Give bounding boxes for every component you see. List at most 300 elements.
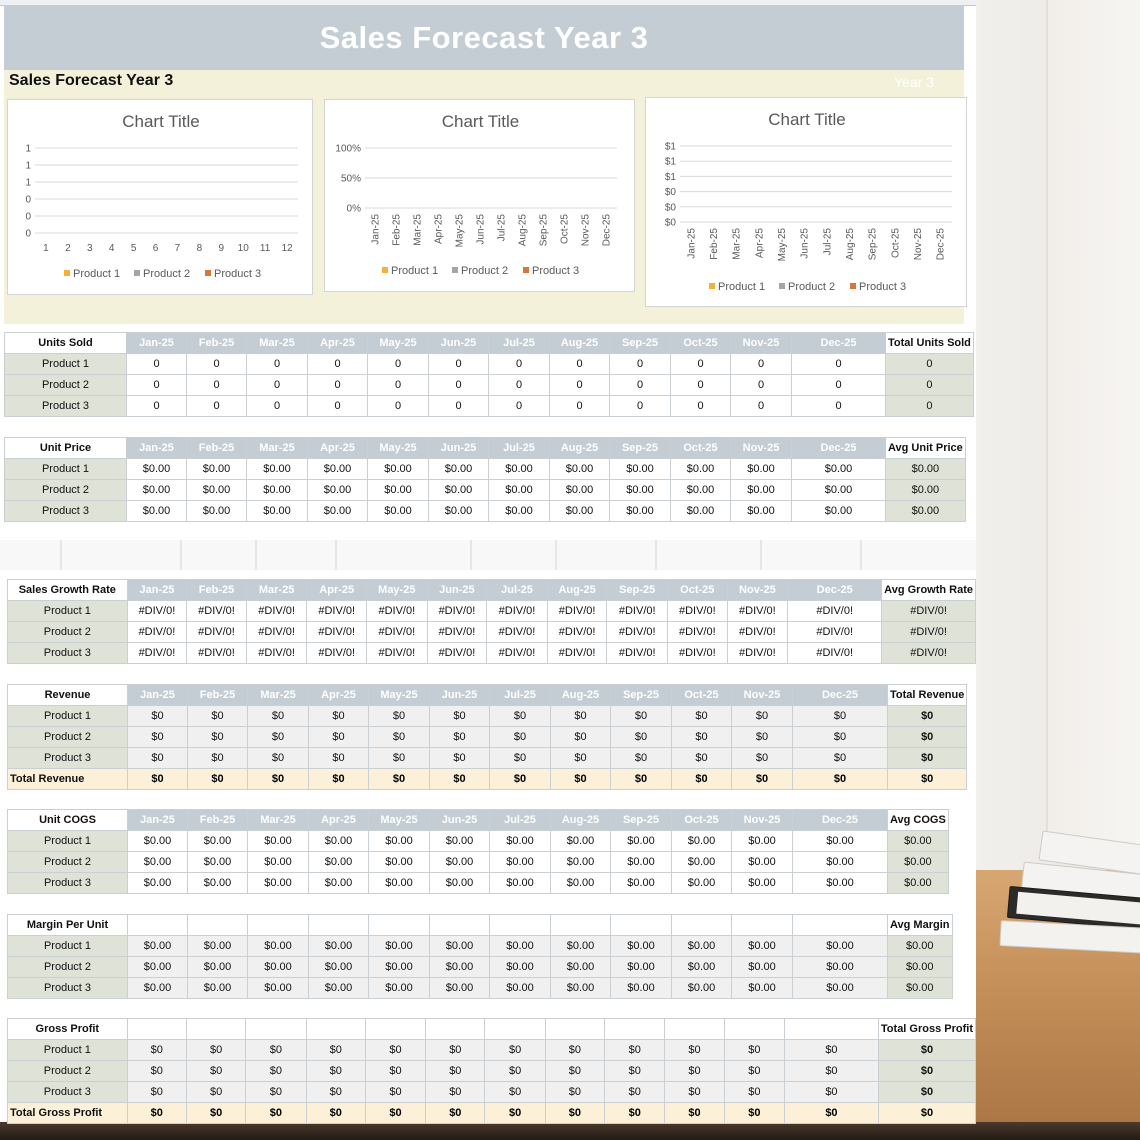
cell[interactable]: 0: [792, 375, 886, 396]
cell[interactable]: $0.00: [551, 936, 611, 957]
cell[interactable]: $0: [724, 1061, 784, 1082]
cell[interactable]: 0: [308, 375, 368, 396]
cell[interactable]: $0.00: [793, 957, 888, 978]
units-chart[interactable]: [7, 99, 313, 295]
total-row-cell[interactable]: $0: [485, 1103, 545, 1124]
cell[interactable]: $0: [306, 1040, 365, 1061]
revenue-chart[interactable]: [645, 97, 967, 307]
cell[interactable]: $0.00: [430, 936, 490, 957]
cell[interactable]: $0.00: [611, 978, 672, 999]
cell[interactable]: $0.00: [308, 459, 368, 480]
total-cell[interactable]: $0.00: [888, 978, 953, 999]
cell[interactable]: 0: [671, 354, 731, 375]
cell[interactable]: $0: [188, 727, 248, 748]
total-row-cell[interactable]: $0: [309, 769, 369, 790]
cell[interactable]: #DIV/0!: [127, 601, 187, 622]
total-row-cell[interactable]: $0: [545, 1103, 604, 1124]
cell[interactable]: $0.00: [671, 459, 731, 480]
total-row-cell[interactable]: $0: [430, 769, 490, 790]
cell[interactable]: $0.00: [671, 480, 731, 501]
cell[interactable]: $0.00: [551, 852, 611, 873]
cell[interactable]: $0.00: [490, 873, 551, 894]
cell[interactable]: #DIV/0!: [668, 601, 728, 622]
cell[interactable]: $0: [672, 706, 732, 727]
cell[interactable]: $0.00: [430, 873, 490, 894]
cell[interactable]: $0.00: [551, 831, 611, 852]
cell[interactable]: $0.00: [611, 957, 672, 978]
cell[interactable]: $0: [545, 1061, 604, 1082]
cell[interactable]: $0.00: [611, 936, 672, 957]
cell[interactable]: $0.00: [187, 501, 247, 522]
cell[interactable]: $0: [490, 706, 551, 727]
cell[interactable]: 0: [731, 354, 792, 375]
cell[interactable]: $0: [793, 727, 888, 748]
cell[interactable]: $0.00: [188, 831, 248, 852]
cell[interactable]: 0: [308, 354, 368, 375]
cell[interactable]: $0: [605, 1082, 665, 1103]
cell[interactable]: #DIV/0!: [788, 643, 882, 664]
cell[interactable]: $0.00: [550, 459, 610, 480]
cell[interactable]: $0.00: [368, 459, 429, 480]
cell[interactable]: $0.00: [369, 957, 430, 978]
cell[interactable]: $0.00: [611, 852, 672, 873]
cell[interactable]: $0.00: [248, 978, 309, 999]
cell[interactable]: $0.00: [792, 459, 886, 480]
grand-total-cell[interactable]: $0: [878, 1103, 975, 1124]
cell[interactable]: 0: [489, 396, 550, 417]
cell[interactable]: $0.00: [732, 957, 793, 978]
cell[interactable]: 0: [127, 396, 187, 417]
cell[interactable]: $0.00: [610, 501, 671, 522]
cell[interactable]: $0: [365, 1061, 425, 1082]
total-row-cell[interactable]: $0: [306, 1103, 365, 1124]
cell[interactable]: $0.00: [489, 459, 550, 480]
total-row-cell[interactable]: $0: [426, 1103, 485, 1124]
cell[interactable]: #DIV/0!: [427, 622, 487, 643]
cell[interactable]: 0: [792, 354, 886, 375]
cell[interactable]: $0.00: [128, 873, 188, 894]
cell[interactable]: #DIV/0!: [668, 622, 728, 643]
cell[interactable]: $0.00: [369, 852, 430, 873]
cell[interactable]: $0: [186, 1061, 245, 1082]
cell[interactable]: $0.00: [793, 852, 888, 873]
cell[interactable]: $0.00: [309, 978, 369, 999]
total-row-cell[interactable]: $0: [490, 769, 551, 790]
cell[interactable]: $0.00: [490, 957, 551, 978]
total-row-cell[interactable]: $0: [188, 769, 248, 790]
cell[interactable]: #DIV/0!: [127, 643, 187, 664]
cell[interactable]: 0: [127, 375, 187, 396]
cell[interactable]: $0.00: [490, 831, 551, 852]
cell[interactable]: $0: [127, 1061, 186, 1082]
cell[interactable]: 0: [368, 354, 429, 375]
total-cell[interactable]: $0: [878, 1061, 975, 1082]
total-cell[interactable]: $0.00: [886, 459, 966, 480]
cell[interactable]: $0: [732, 748, 793, 769]
total-row-cell[interactable]: $0: [551, 769, 611, 790]
cell[interactable]: #DIV/0!: [607, 601, 668, 622]
total-cell[interactable]: #DIV/0!: [882, 622, 976, 643]
total-row-cell[interactable]: $0: [369, 769, 430, 790]
cell[interactable]: $0.00: [793, 936, 888, 957]
total-row-cell[interactable]: $0: [128, 769, 188, 790]
cell[interactable]: $0.00: [188, 957, 248, 978]
cell[interactable]: 0: [671, 396, 731, 417]
cell[interactable]: 0: [308, 396, 368, 417]
cell[interactable]: $0.00: [792, 480, 886, 501]
cell[interactable]: #DIV/0!: [668, 643, 728, 664]
cell[interactable]: $0.00: [429, 480, 489, 501]
cell[interactable]: #DIV/0!: [547, 601, 607, 622]
cell[interactable]: $0: [611, 727, 672, 748]
cell[interactable]: $0.00: [430, 978, 490, 999]
total-row-cell[interactable]: $0: [605, 1103, 665, 1124]
total-row-cell[interactable]: $0: [665, 1103, 724, 1124]
total-cell[interactable]: 0: [886, 375, 974, 396]
total-cell[interactable]: $0: [878, 1040, 975, 1061]
cell[interactable]: $0.00: [308, 501, 368, 522]
cell[interactable]: $0.00: [248, 957, 309, 978]
cell[interactable]: $0: [784, 1061, 878, 1082]
cell[interactable]: $0.00: [793, 831, 888, 852]
total-cell[interactable]: 0: [886, 396, 974, 417]
cell[interactable]: $0.00: [672, 978, 732, 999]
cell[interactable]: $0.00: [369, 831, 430, 852]
cell[interactable]: $0.00: [248, 831, 309, 852]
total-cell[interactable]: #DIV/0!: [882, 601, 976, 622]
cell[interactable]: #DIV/0!: [307, 622, 367, 643]
cell[interactable]: $0.00: [490, 936, 551, 957]
cell[interactable]: $0: [365, 1082, 425, 1103]
cell[interactable]: $0.00: [309, 957, 369, 978]
total-cell[interactable]: $0: [878, 1082, 975, 1103]
cell[interactable]: 0: [429, 354, 489, 375]
cell[interactable]: $0.00: [429, 501, 489, 522]
cell[interactable]: $0.00: [550, 480, 610, 501]
total-cell[interactable]: $0: [888, 727, 967, 748]
cell[interactable]: $0.00: [368, 501, 429, 522]
total-cell[interactable]: $0.00: [888, 936, 953, 957]
cell[interactable]: #DIV/0!: [607, 643, 668, 664]
cell[interactable]: $0: [485, 1082, 545, 1103]
cell[interactable]: $0.00: [610, 480, 671, 501]
cell[interactable]: $0.00: [732, 873, 793, 894]
total-cell[interactable]: #DIV/0!: [882, 643, 976, 664]
cell[interactable]: #DIV/0!: [727, 601, 788, 622]
cell[interactable]: $0: [732, 706, 793, 727]
cell[interactable]: #DIV/0!: [607, 622, 668, 643]
cell[interactable]: #DIV/0!: [187, 622, 247, 643]
cell[interactable]: 0: [550, 375, 610, 396]
cell[interactable]: $0: [369, 727, 430, 748]
cell[interactable]: $0.00: [188, 852, 248, 873]
cell[interactable]: $0: [246, 1040, 306, 1061]
cell[interactable]: $0: [545, 1040, 604, 1061]
cell[interactable]: $0: [485, 1061, 545, 1082]
total-row-cell[interactable]: $0: [186, 1103, 245, 1124]
cell[interactable]: #DIV/0!: [788, 622, 882, 643]
cell[interactable]: $0.00: [128, 957, 188, 978]
cell[interactable]: 0: [429, 375, 489, 396]
cell[interactable]: $0: [188, 748, 248, 769]
cell[interactable]: $0: [672, 748, 732, 769]
cell[interactable]: $0: [784, 1082, 878, 1103]
cell[interactable]: $0.00: [672, 852, 732, 873]
cell[interactable]: #DIV/0!: [246, 601, 307, 622]
cell[interactable]: $0.00: [610, 459, 671, 480]
cell[interactable]: #DIV/0!: [788, 601, 882, 622]
cell[interactable]: 0: [187, 354, 247, 375]
cell[interactable]: 0: [127, 354, 187, 375]
cell[interactable]: $0: [551, 706, 611, 727]
cell[interactable]: $0.00: [248, 873, 309, 894]
cell[interactable]: #DIV/0!: [727, 622, 788, 643]
cell[interactable]: 0: [550, 396, 610, 417]
cell[interactable]: $0: [426, 1040, 485, 1061]
cell[interactable]: $0.00: [247, 480, 308, 501]
cell[interactable]: #DIV/0!: [246, 643, 307, 664]
cell[interactable]: $0.00: [671, 501, 731, 522]
cell[interactable]: $0: [248, 727, 309, 748]
cell[interactable]: $0.00: [128, 831, 188, 852]
cell[interactable]: 0: [610, 375, 671, 396]
cell[interactable]: $0: [248, 748, 309, 769]
cell[interactable]: $0: [605, 1061, 665, 1082]
cell[interactable]: $0: [784, 1040, 878, 1061]
cell[interactable]: 0: [429, 396, 489, 417]
total-cell[interactable]: $0.00: [888, 873, 949, 894]
cell[interactable]: $0: [127, 1040, 186, 1061]
cell[interactable]: $0.00: [368, 480, 429, 501]
cell[interactable]: $0.00: [793, 873, 888, 894]
cell[interactable]: $0.00: [611, 873, 672, 894]
cell[interactable]: $0.00: [792, 501, 886, 522]
cell[interactable]: #DIV/0!: [367, 622, 428, 643]
cell[interactable]: $0: [724, 1040, 784, 1061]
total-row-cell[interactable]: $0: [365, 1103, 425, 1124]
cell[interactable]: #DIV/0!: [427, 643, 487, 664]
cell[interactable]: $0: [186, 1082, 245, 1103]
cell[interactable]: 0: [610, 396, 671, 417]
total-cell[interactable]: $0.00: [888, 957, 953, 978]
cell[interactable]: #DIV/0!: [487, 643, 548, 664]
cell[interactable]: $0.00: [672, 936, 732, 957]
cell[interactable]: $0.00: [309, 873, 369, 894]
cell[interactable]: $0.00: [551, 978, 611, 999]
cell[interactable]: $0.00: [309, 936, 369, 957]
cell[interactable]: $0.00: [187, 480, 247, 501]
cell[interactable]: $0: [605, 1040, 665, 1061]
cell[interactable]: $0: [186, 1040, 245, 1061]
cell[interactable]: $0: [128, 748, 188, 769]
cell[interactable]: $0: [430, 706, 490, 727]
total-cell[interactable]: 0: [886, 354, 974, 375]
cell[interactable]: $0.00: [309, 852, 369, 873]
cell[interactable]: $0: [793, 706, 888, 727]
total-cell[interactable]: $0: [888, 706, 967, 727]
cell[interactable]: $0.00: [672, 957, 732, 978]
cell[interactable]: $0: [724, 1082, 784, 1103]
cell[interactable]: 0: [368, 375, 429, 396]
cell[interactable]: $0: [128, 727, 188, 748]
cell[interactable]: #DIV/0!: [427, 601, 487, 622]
cell[interactable]: $0: [369, 748, 430, 769]
total-row-cell[interactable]: $0: [793, 769, 888, 790]
cell[interactable]: $0: [551, 748, 611, 769]
cell[interactable]: 0: [792, 396, 886, 417]
cell[interactable]: $0: [127, 1082, 186, 1103]
cell[interactable]: $0.00: [731, 459, 792, 480]
cell[interactable]: $0.00: [490, 978, 551, 999]
cell[interactable]: 0: [489, 354, 550, 375]
cell[interactable]: 0: [731, 375, 792, 396]
total-row-cell[interactable]: $0: [724, 1103, 784, 1124]
cell[interactable]: $0: [365, 1040, 425, 1061]
cell[interactable]: #DIV/0!: [187, 643, 247, 664]
cell[interactable]: $0: [309, 748, 369, 769]
cell[interactable]: $0: [426, 1082, 485, 1103]
total-row-cell[interactable]: $0: [784, 1103, 878, 1124]
total-row-cell[interactable]: $0: [672, 769, 732, 790]
cell[interactable]: $0.00: [128, 852, 188, 873]
cell[interactable]: $0.00: [187, 459, 247, 480]
cell[interactable]: $0.00: [732, 936, 793, 957]
cell[interactable]: $0: [665, 1082, 724, 1103]
cell[interactable]: $0: [369, 706, 430, 727]
cell[interactable]: $0.00: [127, 459, 187, 480]
cell[interactable]: $0: [246, 1061, 306, 1082]
cell[interactable]: $0: [430, 748, 490, 769]
cell[interactable]: $0.00: [551, 873, 611, 894]
cell[interactable]: #DIV/0!: [246, 622, 307, 643]
cell[interactable]: 0: [247, 354, 308, 375]
cell[interactable]: $0.00: [248, 852, 309, 873]
cell[interactable]: $0: [188, 706, 248, 727]
total-row-cell[interactable]: $0: [611, 769, 672, 790]
cell[interactable]: $0.00: [369, 936, 430, 957]
cell[interactable]: #DIV/0!: [307, 643, 367, 664]
cell[interactable]: $0.00: [731, 480, 792, 501]
cell[interactable]: $0.00: [127, 501, 187, 522]
cell[interactable]: 0: [671, 375, 731, 396]
cell[interactable]: $0.00: [247, 459, 308, 480]
cell[interactable]: $0.00: [672, 873, 732, 894]
cell[interactable]: $0: [672, 727, 732, 748]
cell[interactable]: $0.00: [128, 936, 188, 957]
cell[interactable]: $0: [665, 1061, 724, 1082]
total-row-cell[interactable]: $0: [127, 1103, 186, 1124]
cell[interactable]: $0.00: [550, 501, 610, 522]
cell[interactable]: 0: [731, 396, 792, 417]
total-cell[interactable]: $0.00: [888, 852, 949, 873]
cell[interactable]: $0: [246, 1082, 306, 1103]
total-cell[interactable]: $0.00: [888, 831, 949, 852]
cell[interactable]: $0.00: [489, 480, 550, 501]
cell[interactable]: $0.00: [369, 873, 430, 894]
cell[interactable]: $0.00: [128, 978, 188, 999]
cell[interactable]: #DIV/0!: [187, 601, 247, 622]
cell[interactable]: $0.00: [430, 852, 490, 873]
cell[interactable]: 0: [550, 354, 610, 375]
cell[interactable]: $0: [545, 1082, 604, 1103]
cell[interactable]: $0: [309, 706, 369, 727]
cell[interactable]: $0: [248, 706, 309, 727]
cell[interactable]: $0.00: [793, 978, 888, 999]
cell[interactable]: $0.00: [429, 459, 489, 480]
cell[interactable]: $0: [611, 706, 672, 727]
cell[interactable]: $0.00: [309, 831, 369, 852]
cell[interactable]: $0: [426, 1061, 485, 1082]
cell[interactable]: $0: [309, 727, 369, 748]
cell[interactable]: #DIV/0!: [367, 601, 428, 622]
cell[interactable]: $0.00: [430, 831, 490, 852]
cell[interactable]: $0: [611, 748, 672, 769]
cell[interactable]: 0: [187, 396, 247, 417]
cell[interactable]: $0.00: [490, 852, 551, 873]
total-row-cell[interactable]: $0: [732, 769, 793, 790]
cell[interactable]: 0: [187, 375, 247, 396]
cell[interactable]: $0: [306, 1082, 365, 1103]
cell[interactable]: #DIV/0!: [547, 622, 607, 643]
total-cell[interactable]: $0.00: [886, 501, 966, 522]
cell[interactable]: $0.00: [732, 831, 793, 852]
cell[interactable]: $0.00: [551, 957, 611, 978]
cell[interactable]: $0.00: [611, 831, 672, 852]
cell[interactable]: $0: [732, 727, 793, 748]
cell[interactable]: $0.00: [732, 978, 793, 999]
cell[interactable]: #DIV/0!: [307, 601, 367, 622]
cell[interactable]: $0.00: [369, 978, 430, 999]
cell[interactable]: #DIV/0!: [547, 643, 607, 664]
cell[interactable]: 0: [610, 354, 671, 375]
total-cell[interactable]: $0: [888, 748, 967, 769]
cell[interactable]: $0.00: [672, 831, 732, 852]
cell[interactable]: $0.00: [430, 957, 490, 978]
cell[interactable]: $0: [665, 1040, 724, 1061]
cell[interactable]: $0.00: [308, 480, 368, 501]
total-row-cell[interactable]: $0: [246, 1103, 306, 1124]
cell[interactable]: 0: [247, 396, 308, 417]
cell[interactable]: $0: [306, 1061, 365, 1082]
cell[interactable]: $0: [793, 748, 888, 769]
cell[interactable]: #DIV/0!: [127, 622, 187, 643]
cell[interactable]: $0.00: [247, 501, 308, 522]
total-cell[interactable]: $0.00: [886, 480, 966, 501]
cell[interactable]: $0: [430, 727, 490, 748]
cell[interactable]: #DIV/0!: [727, 643, 788, 664]
cell[interactable]: $0.00: [188, 978, 248, 999]
cell[interactable]: $0.00: [188, 936, 248, 957]
cell[interactable]: $0: [490, 727, 551, 748]
cell[interactable]: $0.00: [489, 501, 550, 522]
cell[interactable]: $0: [551, 727, 611, 748]
cell[interactable]: #DIV/0!: [487, 601, 548, 622]
cell[interactable]: $0: [490, 748, 551, 769]
cell[interactable]: $0.00: [248, 936, 309, 957]
total-row-cell[interactable]: $0: [248, 769, 309, 790]
cell[interactable]: $0.00: [127, 480, 187, 501]
cell[interactable]: $0.00: [731, 501, 792, 522]
cell[interactable]: $0.00: [188, 873, 248, 894]
cell[interactable]: $0.00: [732, 852, 793, 873]
cell[interactable]: 0: [368, 396, 429, 417]
cell[interactable]: $0: [128, 706, 188, 727]
growth-chart[interactable]: [324, 99, 635, 292]
grand-total-cell[interactable]: $0: [888, 769, 967, 790]
cell[interactable]: #DIV/0!: [487, 622, 548, 643]
cell[interactable]: #DIV/0!: [367, 643, 428, 664]
cell[interactable]: 0: [489, 375, 550, 396]
